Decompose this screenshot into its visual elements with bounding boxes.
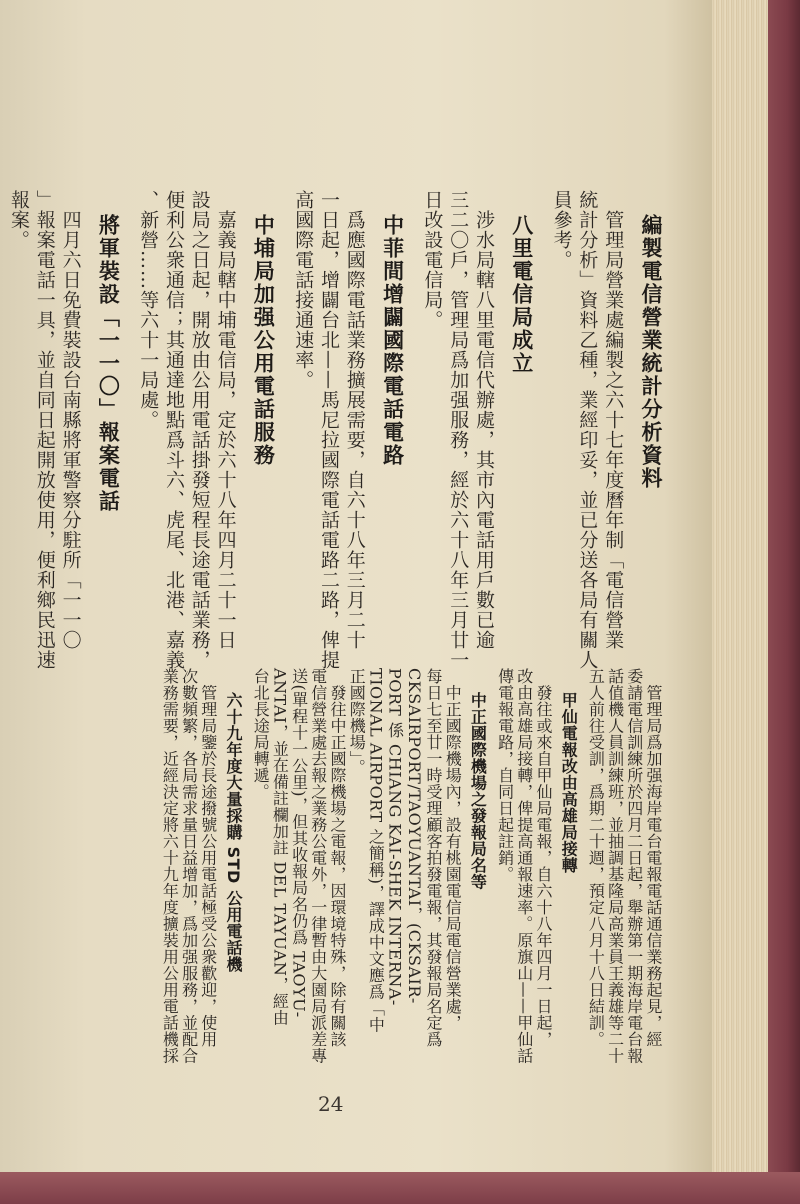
text-line: 管理局營業處編製之六十七年度曆年制「電信營業 xyxy=(602,190,625,650)
text-line: 話值機人員訓練班，並抽調基隆局高業員王義雄等二十 xyxy=(605,668,625,1064)
page-edges xyxy=(712,0,772,1204)
text-line: 台北長途局轉遞。 xyxy=(251,668,271,800)
text-line: 五人前往受訓，爲期二十週，預定八月十八日結訓。 xyxy=(586,668,606,1048)
text-line: 傳電報電路，自同日起註銷。 xyxy=(495,668,515,883)
text-line: CKSAIRPORT/TAOYUANTAI，(CKSAIR- xyxy=(404,668,424,1004)
text-line: 發往或來自甲仙局電報，自六十八年四月一日起， xyxy=(534,668,553,1048)
text-line: 員參考。 xyxy=(550,190,573,270)
text-line: ANTAI，並在備註欄加註 DEL TAYUAN，經由 xyxy=(270,668,290,1026)
text-line: 每日七至廿一時受理顧客拍發電報，其發報局名定爲 xyxy=(424,668,443,1048)
text-line: 報案。 xyxy=(8,190,30,250)
text-line: 涉水局轄八里電信代辦處，其市內電話用戶數已逾 xyxy=(473,190,495,650)
text-line: TIONAL AIRPORT 之簡稱)，譯成中文應爲「中 xyxy=(366,668,386,1033)
text-line: 」報案電話一具，並自同日起開放使用，便利鄉民迅速 xyxy=(33,190,56,670)
text-line: 一日起，增闢台北——馬尼拉國際電話電路二路，俾提 xyxy=(318,190,340,670)
text-line: 次數頻繁，各局需求量日益增加，爲加强服務，並配合 xyxy=(179,668,199,1064)
text-line: 設局之日起，開放由公用電話掛發短程長途電話業務， xyxy=(188,190,211,670)
text-line: 四月六日免費裝設台南縣將軍警察分駐所「一一〇 xyxy=(59,190,82,650)
text-line: 三二〇戶，管理局爲加强服務，經於六十八年三月廿一 xyxy=(447,190,470,670)
text-line: 正國際機場」。 xyxy=(347,668,367,776)
section-heading: 中菲間增闢國際電話電路 xyxy=(380,214,405,467)
text-line: 嘉義局轄中埔電信局，定於六十八年四月二十一日 xyxy=(214,190,237,650)
text-line: 統計分析」資料乙種，業經印妥，並已分送各局有關人 xyxy=(576,190,599,670)
text-line: 中正國際機場內，設有桃園電信局電信營業處， xyxy=(443,668,463,1031)
text-line: 高國際電話接通速率。 xyxy=(292,190,315,390)
text-line: 日改設電信局。 xyxy=(421,190,444,330)
section-heading: 編製電信營業統計分析資料 xyxy=(639,214,663,490)
text-line: PORT 係 CHIANG KAI-SHEK INTERNA- xyxy=(385,668,405,1006)
section-heading: 將軍裝設「一一〇」報案電話 xyxy=(96,214,121,513)
text-line: 改由高雄局接轉，俾提高通報速率。原旗山——甲仙話 xyxy=(514,668,534,1064)
text-line: 送(單程十一公里)，但其收報局名仍爲 TAOYU- xyxy=(289,668,309,1018)
section-heading: 中埔局加强公用電話服務 xyxy=(251,214,276,467)
text-line: 便利公衆通信；其通達地點爲斗六、虎尾、北港、嘉義 xyxy=(163,190,185,670)
section-heading: 八里電信局成立 xyxy=(509,214,534,375)
text-line: 爲應國際電話業務擴展需要，自六十八年三月二十 xyxy=(343,190,366,650)
page-number: 24 xyxy=(318,1092,344,1116)
text-line: 發往中正國際機場之電報，因環境特殊，除有關該 xyxy=(328,668,347,1048)
text-line: 委請電信訓練所於四月二日起，舉辦第一期海岸電台報 xyxy=(624,668,644,1064)
book-cover-bottom xyxy=(0,1172,800,1204)
text-line: 管理局鑒於長途撥號公用電話極受公衆歡迎，使用 xyxy=(198,668,218,1048)
text-line: 管理局爲加强海岸電台電報電話通信業務起見，經 xyxy=(644,668,663,1048)
section-heading: 中正國際機場之發報局名等 xyxy=(468,692,488,890)
section-heading: 甲仙電報改由高雄局接轉 xyxy=(559,692,579,874)
text-line: 、新營……等六十一局處。 xyxy=(137,190,160,430)
book-cover-edge xyxy=(768,0,800,1204)
text-line: 業務需要，近經決定將六十九年度擴裝用公用電話機採 xyxy=(160,668,180,1064)
section-heading: 六十九年度大量採購 STD 公用電話機 xyxy=(224,692,243,973)
text-line: 電信營業處去報之業務公電外，一律暫由大園局派差專 xyxy=(308,668,328,1064)
